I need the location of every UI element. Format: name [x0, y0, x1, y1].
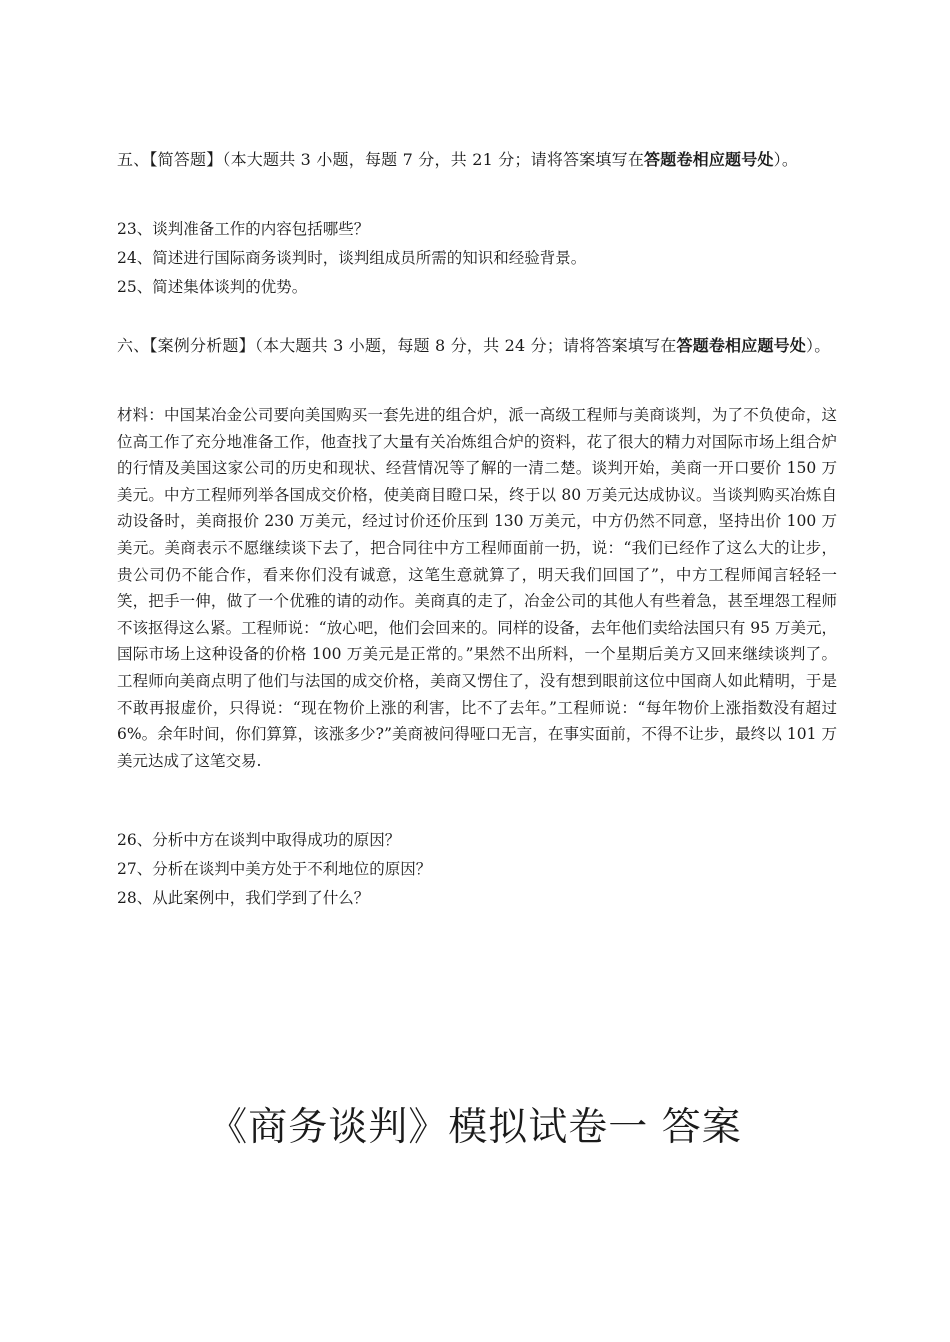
question-27: 27、分析在谈判中美方处于不利地位的原因？ [117, 860, 432, 878]
section-6-heading-text: 六、【案例分析题】（本大题共 3 小题，每题 8 分，共 24 分；请将答案填写在 [117, 336, 677, 355]
section-5-heading [117, 147, 837, 173]
case-material: 材料：中国某冶金公司要向美国购买一套先进的组合炉，派一高级工程师与美商谈判，为了不负使命，这位高工作了充分地准备工作，他查找了大量有关冶炼组合炉的资料，花了很大的精力对国际市场上组合炉的行情及美国这家公司的历史和现状、经营情况等了解的一清二楚。谈判开始，美商一开口要价 150 万美元。中方工程师列举各国成交价格，使美商目瞪口呆，终于以 80 万美元达成协议。当谈判购买冶炼自动设备时，美商报价 230 万美元，经过讨价还价压到 130 万美元，中方仍然不同意，坚持出价 100 万美元。美商表示不愿继续谈下去了，把合同往中方工程师面前一扔，说：“我们已经作了这么大的让步，贵公司仍不能合作，看来你们没有诚意，这笔生意就算了，明天我们回国了”，中方工程师闻言轻轻一笑，把手一伸，做了一个优雅的请的动作。美商真的走了，冶金公司的其他人有些着急，甚至埋怨工程师不该抠得这么紧。工程师说：“放心吧，他们会回来的。同样的设备，去年他们卖给法国只有 95 万美元，国际市场上这种设备的价格 100 万美元是正常的。”果然不出所料，一个星期后美方又回来继续谈判了。工程师向美商点明了他们与法国的成交价格，美商又愣住了，没有想到眼前这位中国商人如此精明，于是不敢再报虚价，只得说：“现在物价上涨的利害，比不了去年。”工程师说：“每年物价上涨指数没有超过 6%。余年时间，你们算算，该涨多少?”美商被问得哑口无言，在事实面前，不得不让步，最终以 101 万美元达成了这笔交易. [117, 406, 837, 770]
section-6-heading-suffix: ）。 [806, 336, 831, 355]
question-24: 24、简述进行国际商务谈判时，谈判组成员所需的知识和经验背景。 [117, 249, 587, 267]
question-26: 26、分析中方在谈判中取得成功的原因？ [117, 831, 401, 849]
section-5-questions [117, 215, 837, 302]
section-5-heading-bold: 答题卷相应题号处 [644, 150, 774, 169]
question-25: 25、简述集体谈判的优势。 [117, 278, 308, 296]
section-5-heading-text: 五、【简答题】（本大题共 3 小题，每题 7 分，共 21 分；请将答案填写在 [117, 150, 645, 169]
answer-title: 《商务谈判》模拟试卷一 答案 [208, 1105, 742, 1150]
question-28: 28、从此案例中，我们学到了什么？ [117, 889, 370, 907]
section-6-heading-bold: 答题卷相应题号处 [676, 336, 807, 355]
section-6-heading [117, 333, 837, 359]
section-5-heading-suffix: ）。 [773, 150, 799, 169]
question-23: 23、谈判准备工作的内容包括哪些？ [117, 220, 370, 238]
section-6-questions [117, 826, 837, 913]
